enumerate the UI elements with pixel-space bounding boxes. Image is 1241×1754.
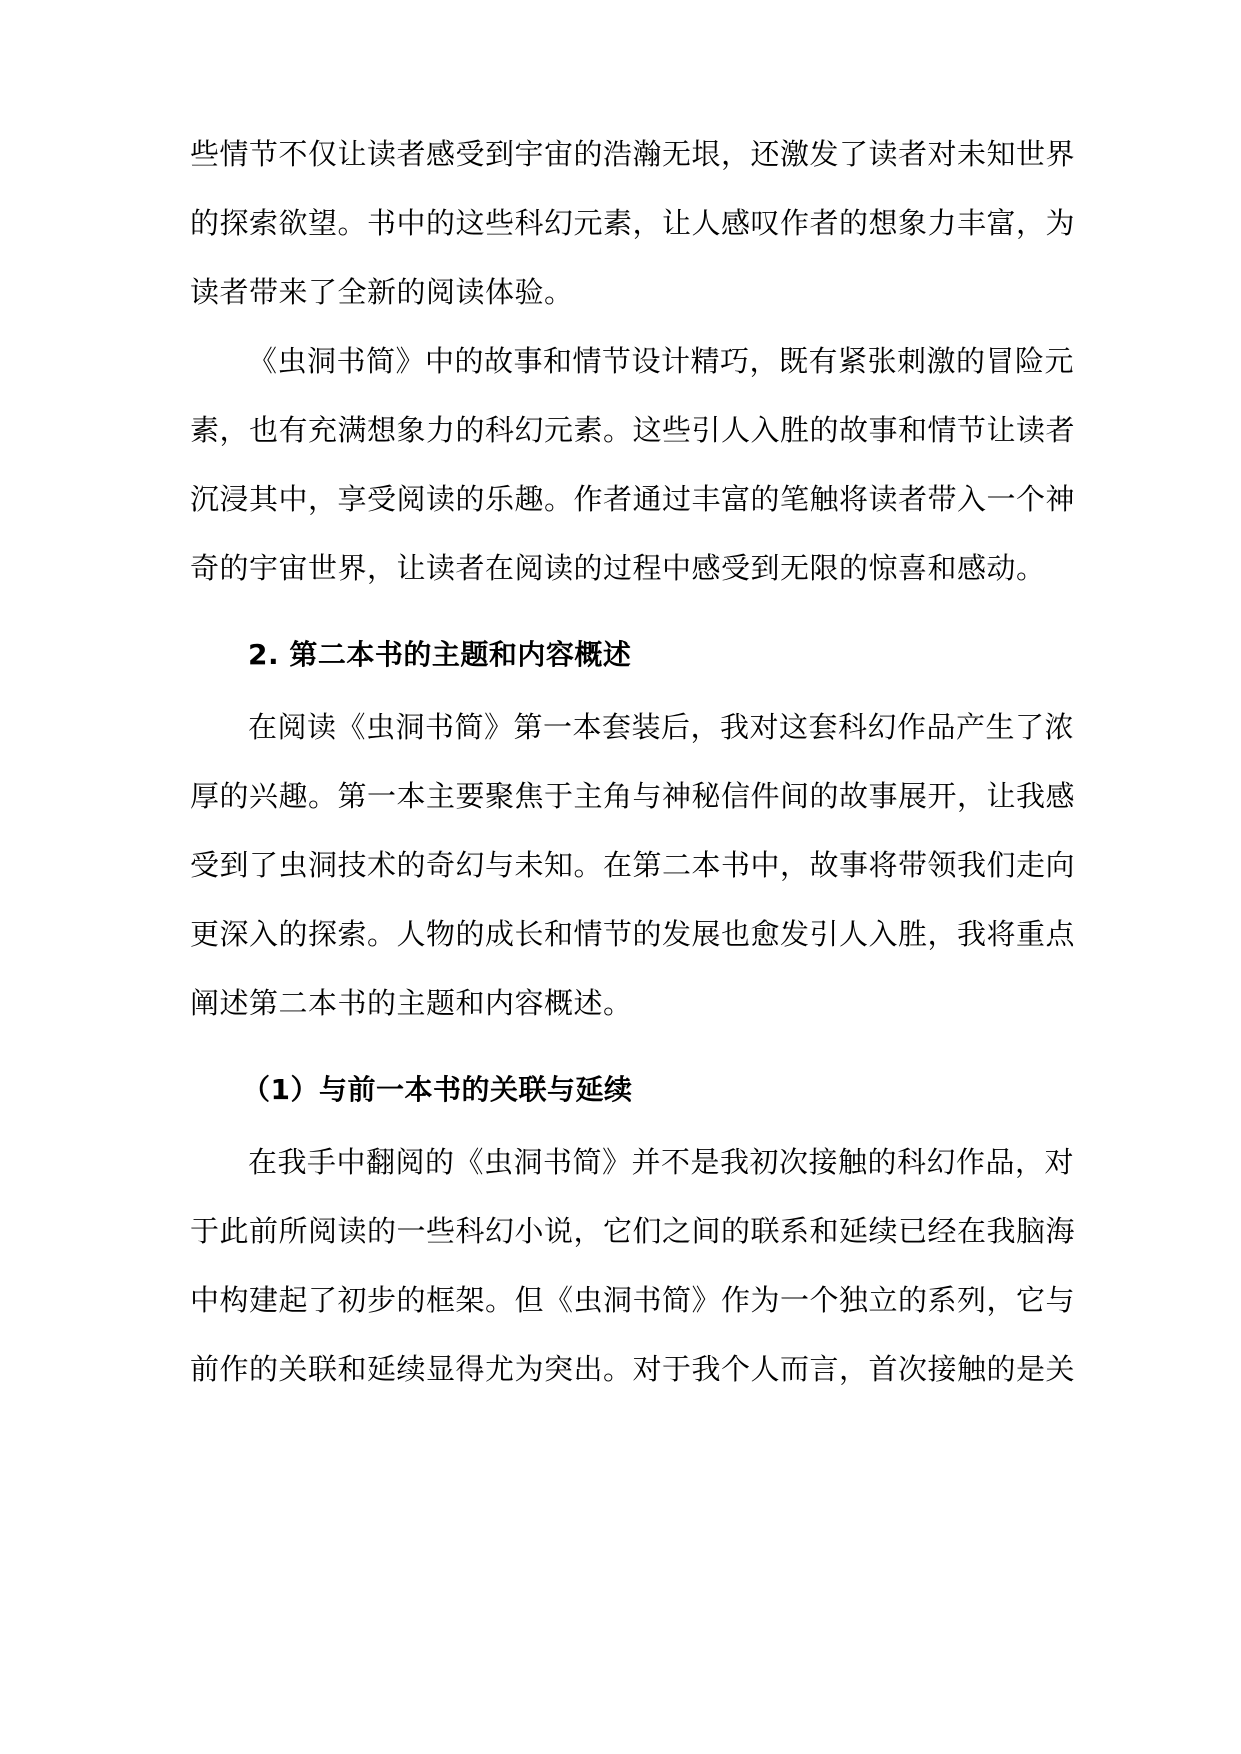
paragraph-3-line-4: 更深入的探索。人物的成长和情节的发展也愈发引人入胜，我将重点	[190, 917, 1076, 951]
paragraph-1-line-2: 的探索欲望。书中的这些科幻元素，让人感叹作者的想象力丰富，为	[190, 206, 1076, 240]
paragraph-2-line-4: 奇的宇宙世界，让读者在阅读的过程中感受到无限的惊喜和感动。	[190, 551, 1046, 585]
paragraph-3-line-5: 阐述第二本书的主题和内容概述。	[190, 986, 633, 1020]
paragraph-2-line-1: 《虫洞书简》中的故事和情节设计精巧，既有紧张刺激的冒险元	[248, 344, 1075, 378]
paragraph-4-line-4: 前作的关联和延续显得尤为突出。对于我个人而言，首次接触的是关	[190, 1352, 1076, 1386]
paragraph-4-line-3: 中构建起了初步的框架。但《虫洞书简》作为一个独立的系列，它与	[190, 1283, 1076, 1317]
paragraph-3-line-2: 厚的兴趣。第一本主要聚焦于主角与神秘信件间的故事展开，让我感	[190, 779, 1076, 813]
paragraph-4-line-2: 于此前所阅读的一些科幻小说，它们之间的联系和延续已经在我脑海	[190, 1214, 1076, 1248]
paragraph-1-line-1: 些情节不仅让读者感受到宇宙的浩瀚无垠，还激发了读者对未知世界	[190, 137, 1076, 171]
paragraph-2-line-3: 沉浸其中，享受阅读的乐趣。作者通过丰富的笔触将读者带入一个神	[190, 482, 1076, 516]
paragraph-4-line-1: 在我手中翻阅的《虫洞书简》并不是我初次接触的科幻作品，对	[248, 1145, 1075, 1179]
paragraph-1-line-3: 读者带来了全新的阅读体验。	[190, 275, 574, 309]
subsection-heading: （1）与前一本书的关联与延续	[242, 1073, 633, 1106]
paragraph-2-line-2: 素，也有充满想象力的科幻元素。这些引人入胜的故事和情节让读者	[190, 413, 1076, 447]
section-heading: 2. 第二本书的主题和内容概述	[248, 638, 632, 671]
paragraph-3-line-1: 在阅读《虫洞书简》第一本套装后，我对这套科幻作品产生了浓	[248, 710, 1075, 744]
paragraph-3-line-3: 受到了虫洞技术的奇幻与未知。在第二本书中，故事将带领我们走向	[190, 848, 1076, 882]
